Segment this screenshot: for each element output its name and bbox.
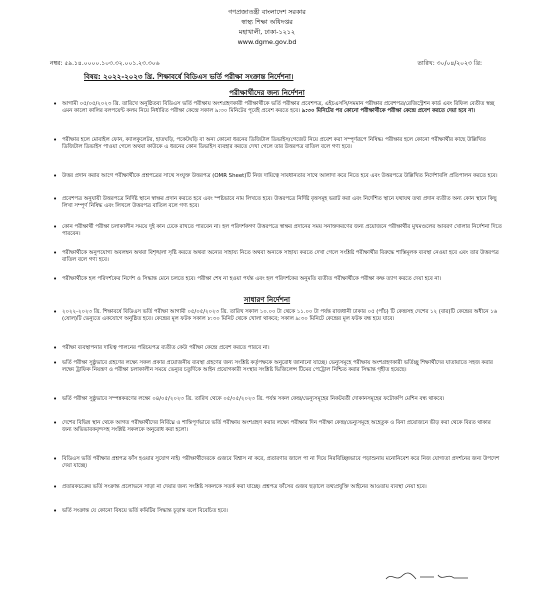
memo-number: নম্বর: ৫৯.১৪.০০০০.১০৩.৩২.০০১.২৩.৩০৬ [50, 60, 160, 67]
bullet-icon: • [53, 455, 58, 463]
bullet-icon: • [53, 507, 58, 515]
office-address: মহাখালী, ঢাকা-১২১২ [238, 28, 296, 36]
list-item [53, 507, 502, 515]
bullet-icon: • [53, 308, 58, 316]
bullet-icon: • [53, 223, 58, 231]
item-text: প্রবেশপত্র অনুযায়ী উত্তরপত্রে নির্দিষ্ট স্থানে স্বাক্ষর প্রদান করতে হবে এবং স্পষ্টভাবে নাম লিখতে হবে। উত্তরপত্রে নির্দিষ্ট বৃত্তসমূহ ভরাট করা এবং নির্দেশিত স্থানে যথাযথ তথ্য প্রদান ব্যতীত অন্য কোন স্থানে কিছু লিখা সম্পূর্ণ নিষিদ্ধ এবং লিখলে উত্তরপত্র বাতিল বলে গণ্য হবে। [62, 196, 497, 209]
list-item [53, 483, 502, 491]
bullet-icon: • [53, 483, 58, 491]
item-emphasis: ৯:৩০ মিনিটের পর কোনো পরীক্ষার্থীকে পরীক্ষা কেন্দ্রে প্রবেশ করতে দেয়া হবে না। [301, 108, 475, 114]
list-item [53, 395, 502, 403]
list-item [53, 172, 502, 180]
item-text: ২০২২-২০২৩ খ্রি. শিক্ষাবর্ষে বিডিএস ভর্তি পরীক্ষা আগামী ০৫/০৫/২০২৩ খ্রি. তারিখ সকাল ১০.০০ টা থেকে ১১.০০ টা পর্যন্ত রাজধানী ঢাকার ০৫ (পাঁচ) টি কেন্দ্রসহ দেশের ১২ (বার)টি কেন্দ্রের অধীনে ১৬ (ষোল)টি ভেন্যুতে একযোগে অনুষ্ঠিত হবে। কেন্দ্রের মূল ফটক সকাল ৮:৩০ মিনিট থেকে খোলা থাকবে; সকাল ৯:৩০ মিনিটে কেন্দ্রের মূল ফটক বন্ধ হয়ে যাবে। [62, 309, 498, 322]
website[interactable]: www.dgme.gov.bd [237, 38, 297, 46]
list-item [53, 136, 502, 151]
bullet-icon: • [53, 249, 58, 257]
memo-date: তারিখ: ৩০/০৪/২০২৩ খ্রি: [417, 60, 482, 67]
signature-scribble [382, 570, 472, 584]
bullet-icon: • [53, 359, 58, 367]
item-text: আগামী ০৫/০৫/২০২৩ খ্রি. তারিখে অনুষ্ঠিতব্য বিডিএস ভর্তি পরীক্ষায় অংশগ্রহণকারী পরীক্ষার্থীকে ভর্তি পরীক্ষার প্রবেশপত্র, এইচএসসি/সমমান পরীক্ষার প্রবেশপত্র/রেজিস্ট্রেশন কার্ড এবং রিফিল বেতীত স্বচ্ছ এমন কালো কালির বলপয়েন্ট কলম নিয়ে নির্ধারিত পরীক্ষা কেন্দ্রে সকাল ৯:৩০ মিনিটের পূর্বেই প্রবেশ করতে হবে। [62, 101, 495, 114]
list-item [53, 249, 502, 264]
item-text: পরীক্ষার্থীকে হল পরিদর্শকের নির্দেশ ও সিদ্ধান্ত মেনে চলতে হবে। পরীক্ষা শেষ না হওয়া পর্যন্ত এবং হল পরিদর্শকের অনুমতি ব্যতীত পরীক্ষার্থীকে পরীক্ষা কক্ষ ত্যাগ করতে দেয়া হবে না। [62, 276, 442, 282]
item-text: দেশের বিভিন্ন স্থান থেকে আগত পরীক্ষার্থীদের নির্বিঘ্নে ও শান্তিপূর্ণভাবে ভর্তি পরীক্ষায় অংশগ্রহণ করার লক্ষ্যে পরীক্ষার দিন পরীক্ষা কেন্দ্র/ভেন্যুসমূহে অহেতুক ও বিনা প্রয়োজনে ভীড় করা থেকে বিরত থাকার জন্য অভিভাবকবৃন্দসহ সংশ্লিষ্ট সকলকে অনুরোধ করা হলো। [62, 420, 491, 433]
section-title-candidates: পরীক্ষার্থীদের জন্য নির্দেশনা [229, 89, 305, 97]
section-title-general: সাধারণ নির্দেশনা [243, 296, 291, 304]
subject-line: বিষয়: ২০২২-২০২৩ খ্রি. শিক্ষাবর্ষে বিডিএস ভর্তি পরীক্ষা সংক্রান্ত নির্দেশনা। [84, 73, 294, 81]
item-text: উত্তর প্রদান করার আগে পরীক্ষার্থীকে প্রশ্নপত্রের সাথে সংযুক্ত উত্তরপত্র (OMR Sheet)টি নিজ দায়িত্বে সাবধানতার সাথে আলাদা করে নিতে হবে এবং উত্তরপত্রে উল্লিখিত নির্দেশাবলি প্রতিপালন করতে হবে। [62, 173, 498, 179]
list-item [53, 100, 502, 115]
bullet-icon: • [53, 100, 58, 108]
bullet-icon: • [53, 395, 58, 403]
list-item [53, 308, 502, 323]
item-text: ভর্তি পরীক্ষা সুষ্ঠুভাবে সম্পন্নকরণের লক্ষ্যে ০৪/০৫/২০২৩ খ্রি. তারিখ থেকে ০৫/০৫/২০২৩ খ্রি. পর্যন্ত সকল কেন্দ্র/ভেন্যুসমূহের নিকটবর্তী দোকানসমূহের ফটোকপি মেশিন বন্ধ থাকবে। [62, 396, 445, 402]
item-text: পরীক্ষার হলে মোবাইল ফোন, ক্যালকুলেটর, হাতঘড়ি, পকেটঘড়ি বা অন্য কোনো ধরনের ডিজিটাল ডিভাইস/গেজেট নিয়ে প্রবেশ করা সম্পূর্ণরূপে নিষিদ্ধ। পরীক্ষার হলে কোনো পরীক্ষার্থীর কাছে উল্লিখিত ডিজিটাল ডিভাইস পাওয়া গেলে অথবা কাউকে এ ধরনের কোন ডিভাইস ব্যবহার করতে দেখা গেলে তার উত্তরপত্র বাতিল বলে গণ্য হবে। [62, 137, 486, 150]
bullet-icon: • [53, 172, 58, 180]
item-text: পরীক্ষা ব্যবস্থাপনার দায়িত্ব পালনের পরিচয়পত্র ব্যতীত কেউ পরীক্ষা কেন্দ্রে প্রবেশ করতে পারবে না। [62, 345, 270, 351]
list-item [53, 223, 502, 238]
item-text: ভর্তি সংক্রান্ত যে কোনো বিষয়ে ভর্তি কমিটির সিদ্ধান্ত চূড়ান্ত বলে বিবেচিত হবে। [62, 508, 228, 514]
bullet-icon: • [53, 195, 58, 203]
list-item [53, 344, 502, 352]
list-item [53, 455, 502, 470]
list-item [53, 419, 502, 434]
bullet-icon: • [53, 275, 58, 283]
list-item [53, 359, 502, 374]
list-item [53, 195, 502, 210]
item-text: পরীক্ষার্থীকে অনুপযোগ্য অবলম্বন অথবা বিশৃঙ্খলা সৃষ্টি করতে অথবা অন্যের সাহায্য নিতে অথবা অন্যকে সাহায্য করতে দেখা গেলে সংশ্লিষ্ট পরীক্ষার্থীর বিরুদ্ধে শাস্তিমূলক ব্যবস্থা নেওয়া হবে এবং তার উত্তরপত্র বাতিল বলে গণ্য হবে। [62, 250, 499, 263]
item-text: বিডিএস ভর্তি পরীক্ষার প্রশ্নপত্র ফাঁস হওয়ার সুযোগ নাই। পরীক্ষার্থীদেরকে গুজবে বিশ্বাস না করে, প্রতারণার জালে পা না দিয়ে নিরবিচ্ছিন্নভাবে পড়াশুনায় মনোনিবেশ করে নিজ যোগ্যতা প্রদর্শনের জন্য উপদেশ দেয়া যাচ্ছে। [62, 456, 500, 469]
item-text: কোন পরীক্ষার্থী পরীক্ষা চলাকালীন সময়ে দুই কান ঢেকে রাখতে পারবেন না। হল পরিদর্শকগণ উত্তরপত্রে স্বাক্ষর প্রদানের সময় সনাক্তকরণের জন্য প্রয়োজনে পরীক্ষার্থীর মুখমণ্ডলের আবরণ খোলার নির্দেশনা দিতে পারবেন। [62, 224, 502, 237]
item-text: ভর্তি পরীক্ষা সুষ্ঠুভাবে গ্রহণের লক্ষ্যে সকল প্রকার প্রয়োজনীয় ব্যবস্থা গ্রহণের জন্য সংশ্লিষ্ট কর্তৃপক্ষকে অনুরোধ জানানো যাচ্ছে। ভেন্যুসমূহে পরীক্ষায় অংশগ্রহণকারী ভর্তিচ্ছু শিক্ষার্থীদের যাতায়াতে সহজ করার লক্ষ্যে ট্রাফিক নিয়ন্ত্রণ ও পরীক্ষা চলাকালীন সময়ে ভেন্যুর চতুর্দিকে আইন প্রয়োগকারী সংস্থার সংশ্লিষ্ট ভিজিলেন্স টিমের পেট্রোল নিশ্চিত করার সিদ্ধান্ত গৃহীত হয়েছে। [62, 360, 493, 373]
list-item [53, 275, 502, 283]
bullet-icon: • [53, 419, 58, 427]
item-text: প্রতারকচক্রের ভর্তি সংক্রান্ত প্রলোভনে সাড়া না দেয়ার জন্য সংশ্লিষ্ট সকলকে সতর্ক করা যাচ্ছে। প্রশ্নপত্র ফাঁসের গুজব ছড়ালে তথ্যপ্রযুক্তি আইনের আওতায় ব্যবস্থা নেয়া হবে। [62, 484, 427, 490]
bullet-icon: • [53, 136, 58, 144]
bullet-icon: • [53, 344, 58, 352]
directorate-name: স্বাস্থ্য শিক্ষা অধিদপ্তর [241, 18, 293, 26]
govt-name: গণপ্রজাতন্ত্রী বাংলাদেশ সরকার [228, 8, 306, 16]
